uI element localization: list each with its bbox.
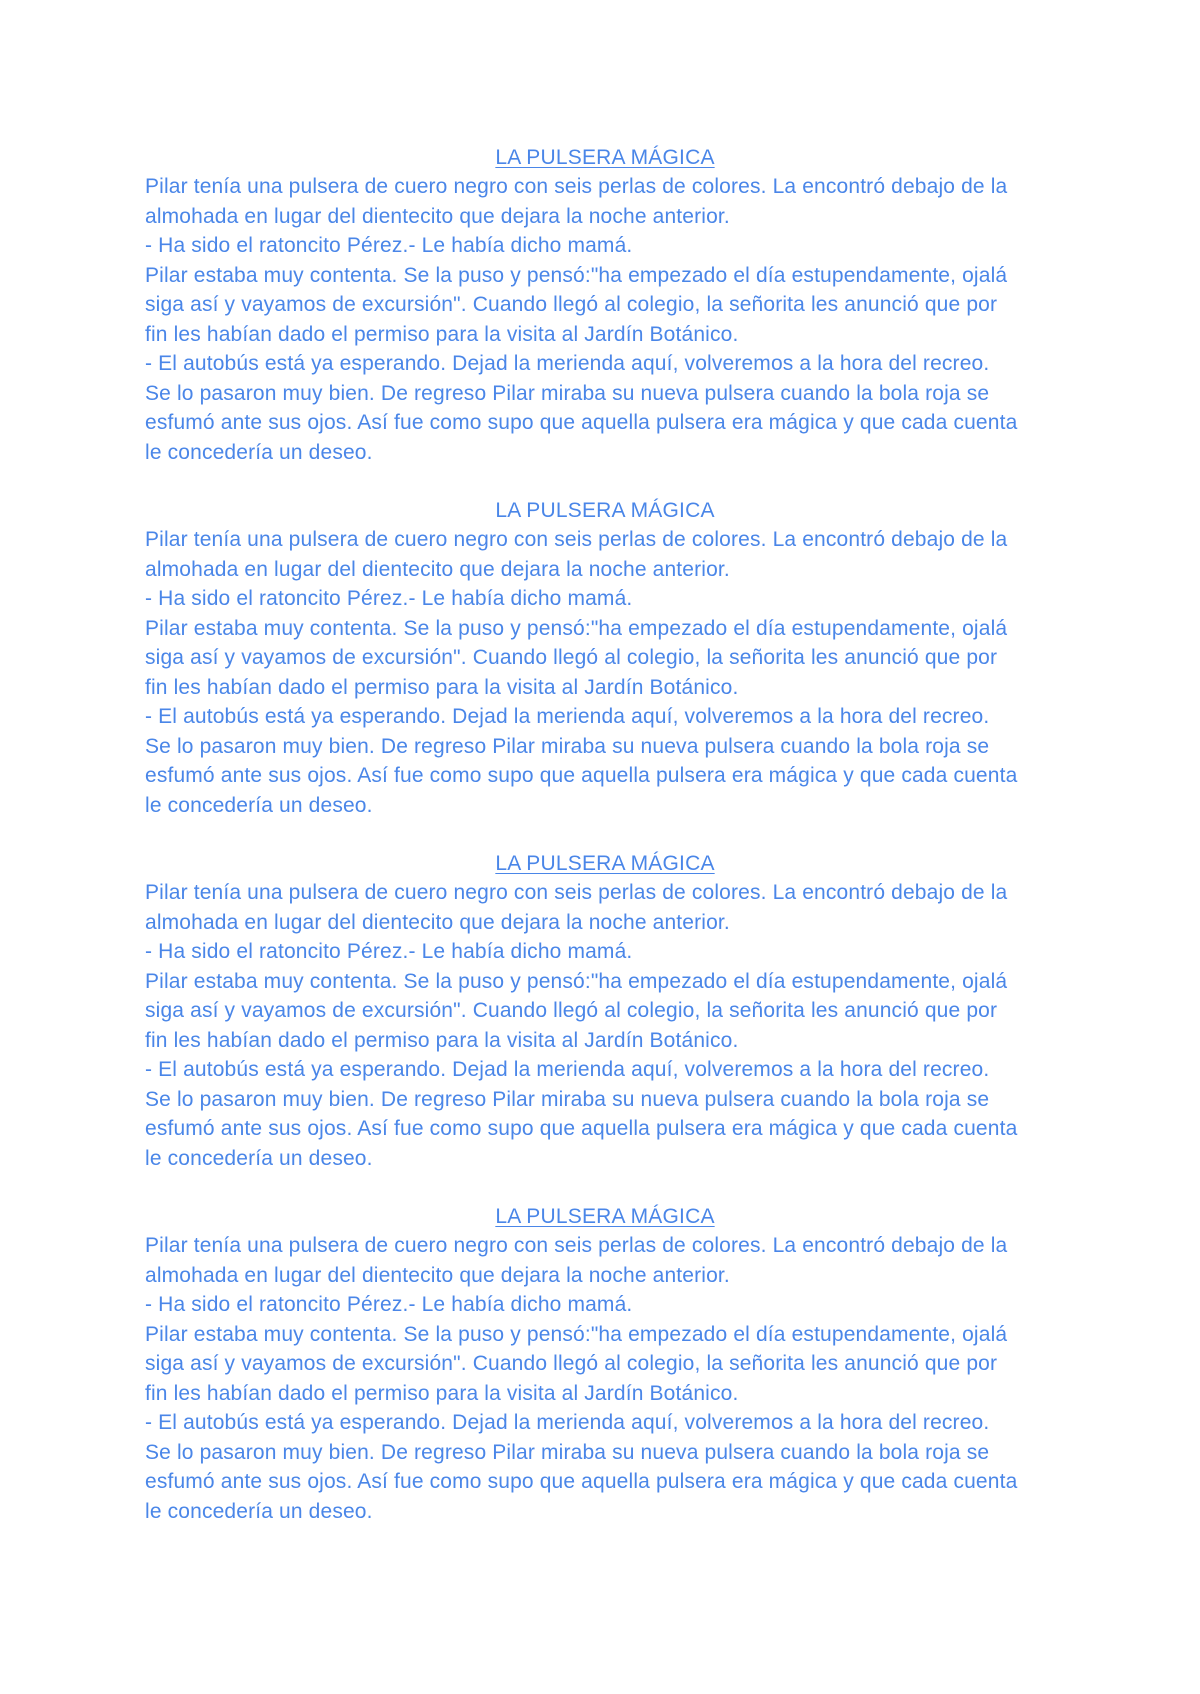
story-line: Se lo pasaron muy bien. De regreso Pilar miraba su nueva pulsera cuando la bola roja se: [145, 734, 990, 758]
story-line: fin les habían dado el permiso para la visita al Jardín Botánico.: [145, 1028, 739, 1052]
story-line: le concedería un deseo.: [145, 1499, 373, 1523]
story-line: almohada en lugar del dientecito que dejara la noche anterior.: [145, 1263, 730, 1287]
story-line: Pilar estaba muy contenta. Se la puso y pensó:"ha empezado el día estupendamente, ojalá: [145, 969, 1008, 993]
story-line: le concedería un deseo.: [145, 1146, 373, 1170]
story-line: almohada en lugar del dientecito que dejara la noche anterior.: [145, 910, 730, 934]
story-section: [145, 143, 1065, 467]
story-line: - El autobús está ya esperando. Dejad la merienda aquí, volveremos a la hora del recreo.: [145, 1411, 990, 1434]
story-line: Pilar tenía una pulsera de cuero negro con seis perlas de colores. La encontró debajo de la: [145, 881, 1008, 904]
story-line: - Ha sido el ratoncito Pérez.- Le había dicho mamá.: [145, 234, 633, 257]
story-line: - El autobús está ya esperando. Dejad la merienda aquí, volveremos a la hora del recreo.: [145, 705, 990, 728]
story-line: - Ha sido el ratoncito Pérez.- Le había dicho mamá.: [145, 587, 633, 610]
story-line: almohada en lugar del dientecito que dejara la noche anterior.: [145, 204, 730, 228]
story-line: Pilar estaba muy contenta. Se la puso y pensó:"ha empezado el día estupendamente, ojalá: [145, 616, 1008, 640]
story-line: - Ha sido el ratoncito Pérez.- Le había dicho mamá.: [145, 940, 633, 963]
story-line: Pilar tenía una pulsera de cuero negro con seis perlas de colores. La encontró debajo de la: [145, 1234, 1008, 1257]
story-line: esfumó ante sus ojos. Así fue como supo que aquella pulsera era mágica y que cada cuenta: [145, 1470, 1018, 1493]
story-line: esfumó ante sus ojos. Así fue como supo que aquella pulsera era mágica y que cada cuenta: [145, 411, 1018, 434]
story-section: [145, 496, 1065, 820]
story-line: almohada en lugar del dientecito que dejara la noche anterior.: [145, 557, 730, 581]
story-line: siga así y vayamos de excursión". Cuando llegó al colegio, la señorita les anunció que por: [145, 646, 998, 669]
story-line: siga así y vayamos de excursión". Cuando llegó al colegio, la señorita les anunció que por: [145, 1352, 998, 1375]
story-line: siga así y vayamos de excursión". Cuando llegó al colegio, la señorita les anunció que por: [145, 293, 998, 316]
story-title: LA PULSERA MÁGICA: [495, 146, 715, 169]
story-section: [145, 1202, 1065, 1526]
story-line: fin les habían dado el permiso para la visita al Jardín Botánico.: [145, 322, 739, 346]
story-line: fin les habían dado el permiso para la visita al Jardín Botánico.: [145, 1381, 739, 1405]
story-line: Se lo pasaron muy bien. De regreso Pilar miraba su nueva pulsera cuando la bola roja se: [145, 1087, 990, 1111]
story-line: Pilar tenía una pulsera de cuero negro con seis perlas de colores. La encontró debajo de la: [145, 528, 1008, 551]
story-line: - El autobús está ya esperando. Dejad la merienda aquí, volveremos a la hora del recreo.: [145, 1058, 990, 1081]
story-title: LA PULSERA MÁGICA: [495, 852, 715, 875]
story-line: Se lo pasaron muy bien. De regreso Pilar miraba su nueva pulsera cuando la bola roja se: [145, 1440, 990, 1464]
story-line: Pilar estaba muy contenta. Se la puso y pensó:"ha empezado el día estupendamente, ojalá: [145, 1322, 1008, 1346]
story-line: siga así y vayamos de excursión". Cuando llegó al colegio, la señorita les anunció que por: [145, 999, 998, 1022]
story-line: Se lo pasaron muy bien. De regreso Pilar miraba su nueva pulsera cuando la bola roja se: [145, 381, 990, 405]
story-line: le concedería un deseo.: [145, 793, 373, 817]
story-line: Pilar tenía una pulsera de cuero negro con seis perlas de colores. La encontró debajo de la: [145, 175, 1008, 198]
story-line: - Ha sido el ratoncito Pérez.- Le había dicho mamá.: [145, 1293, 633, 1316]
story-line: - El autobús está ya esperando. Dejad la merienda aquí, volveremos a la hora del recreo.: [145, 352, 990, 375]
story-section: [145, 849, 1065, 1173]
story-line: Pilar estaba muy contenta. Se la puso y pensó:"ha empezado el día estupendamente, ojalá: [145, 263, 1008, 287]
story-line: esfumó ante sus ojos. Así fue como supo que aquella pulsera era mágica y que cada cuenta: [145, 764, 1018, 787]
story-line: le concedería un deseo.: [145, 440, 373, 464]
story-line: esfumó ante sus ojos. Así fue como supo que aquella pulsera era mágica y que cada cuenta: [145, 1117, 1018, 1140]
story-line: fin les habían dado el permiso para la visita al Jardín Botánico.: [145, 675, 739, 699]
story-title: LA PULSERA MÁGICA: [495, 499, 715, 522]
story-title: LA PULSERA MÁGICA: [495, 1205, 715, 1228]
